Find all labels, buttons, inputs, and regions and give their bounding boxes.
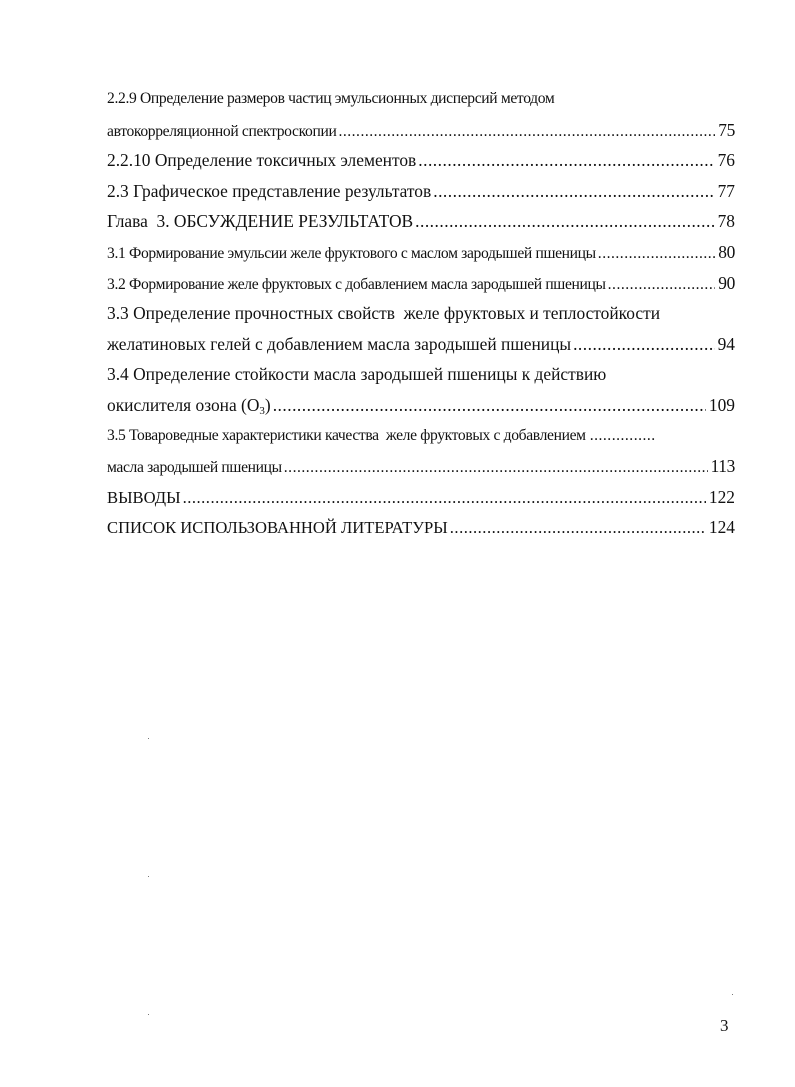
dot-leader [573,329,715,360]
toc-entry [107,237,735,268]
toc-entry-page: 90 [718,272,735,293]
scan-speck [148,876,149,877]
toc-entry-title: 2.3 Графическое представление результатов [107,180,432,201]
scan-speck [148,1014,149,1015]
dot-leader [338,117,715,146]
dot-leader [273,390,706,421]
toc-entry [107,268,735,299]
toc-entry-page: 94 [717,333,735,354]
toc-entry-page: 80 [718,241,735,262]
toc-entry-title: 3.1 Формирование эмульсии желе фруктового с маслом зародышей пшеницы [107,244,596,262]
toc-entry [107,84,735,115]
toc-entry-title: желатиновых гелей с добавлением масла зародышей пшеницы [107,333,572,354]
toc-entry [107,206,735,237]
dot-leader [450,513,706,543]
dot-leader [433,176,714,207]
toc-entry [107,145,735,176]
toc-entry [107,512,735,543]
toc-entry-page: 76 [717,150,735,171]
toc-entry [107,359,735,390]
toc-entry [107,390,735,421]
toc-entry [107,298,735,329]
toc-entry [107,176,735,207]
dot-leader [284,453,708,482]
toc-entry-title-tail: ) [264,394,271,415]
toc-entry-page: 75 [718,119,735,140]
dot-leader [183,483,706,513]
subscript: 3 [259,404,265,417]
toc-entry-title: масла зародышей пшеницы [107,459,282,477]
dot-leader [418,145,714,176]
toc-entry-page: 109 [708,394,735,415]
toc-entry [107,451,735,482]
toc-entry [107,421,735,452]
trailing-dots: ............... [589,426,656,444]
toc-entry-title: 2.2.9 Определение размеров частиц эмульсионных дисперсий методом [107,90,555,107]
toc-entry-title: 3.3 Определение прочностных свойств желе фруктовых и теплостойкости [107,303,661,324]
toc-entry-title: СПИСОК ИСПОЛЬЗОВАННОЙ ЛИТЕРАТУРЫ [107,518,448,538]
toc-entry-page: 77 [717,180,735,201]
scan-speck [732,994,733,995]
toc-entry-title: 3.5 Товароведные характеристики качества желе фруктовых с добавлением [107,426,586,444]
toc-entry-title: ВЫВОДЫ [107,487,181,507]
toc-entry [107,115,735,146]
scan-speck [148,738,149,739]
toc-entry-title: автокорреляционной спектроскопии [107,122,337,140]
toc-entry [107,482,735,513]
toc-entry-title: 3.2 Формирование желе фруктовых с добавлением масла зародышей пшеницы [107,275,606,293]
toc-entry-page: 122 [708,486,735,507]
toc-entry-title: Глава 3. ОБСУЖДЕНИЕ РЕЗУЛЬТАТОВ [107,211,414,232]
toc-entry-title [107,390,271,421]
dot-leader [415,206,714,237]
dot-leader [608,270,716,299]
toc-entry-title: 3.4 Определение стойкости масла зародышей пшеницы к действию [107,364,607,385]
toc-entry-page: 113 [710,456,735,477]
table-of-contents [107,84,735,543]
dot-leader [598,239,716,268]
toc-entry [107,329,735,360]
toc-entry-page: 124 [708,517,735,538]
toc-entry-page: 78 [717,211,735,232]
toc-entry-title: 2.2.10 Определение токсичных элементов [107,150,417,171]
toc-entry-title-main: окислителя озона (О [107,394,260,415]
page-number: 3 [720,1016,729,1035]
